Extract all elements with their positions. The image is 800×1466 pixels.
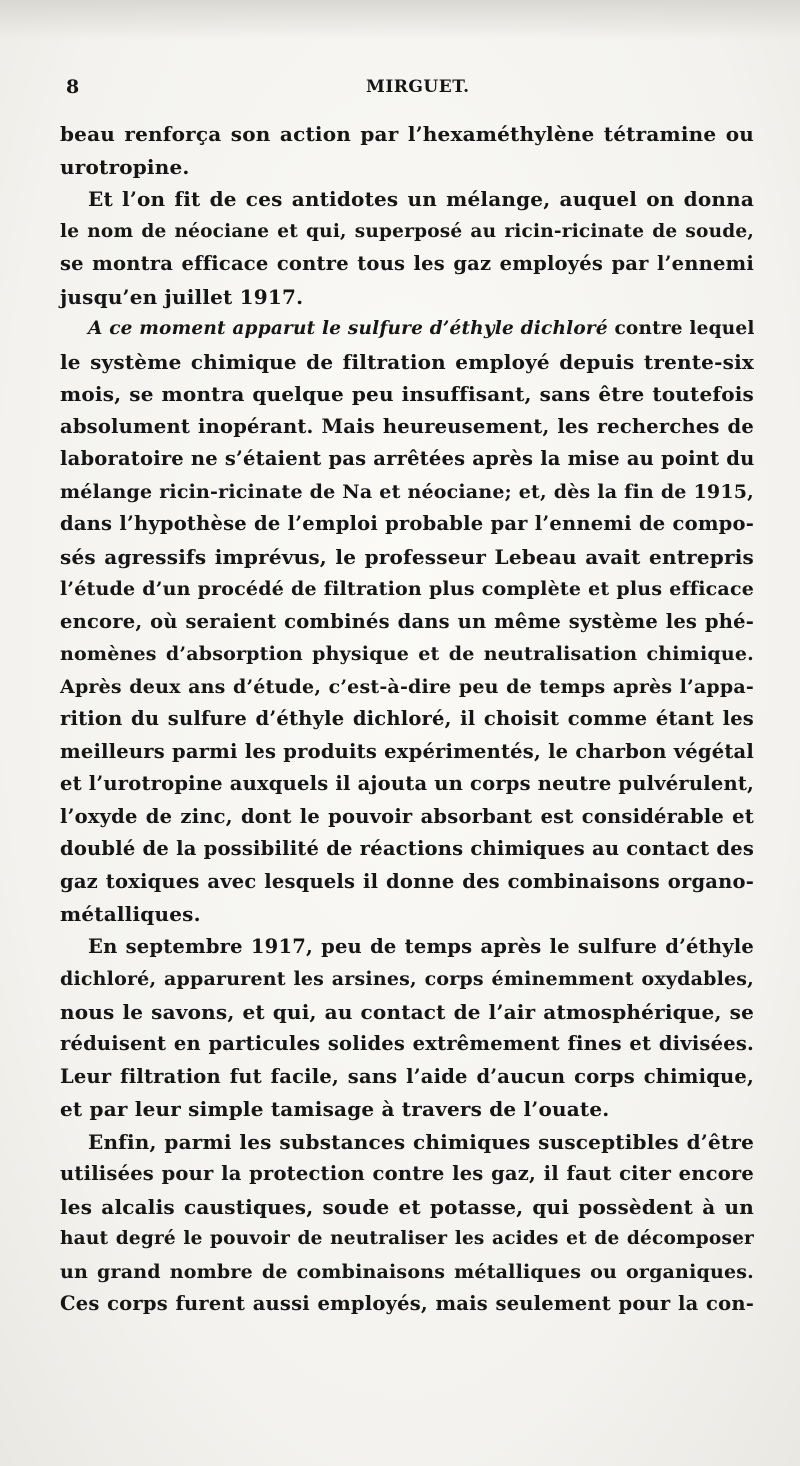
text-line <box>60 801 754 834</box>
text-line <box>60 313 754 346</box>
text-line <box>60 1256 754 1289</box>
text-line <box>60 1126 754 1159</box>
text-line <box>60 931 754 964</box>
text-line <box>60 508 754 541</box>
line-text: un grand nombre de combinaisons métalliques ou organiques. <box>60 1260 754 1283</box>
line-text: dichloré, apparurent les arsines, corps éminemment oxydables, <box>60 968 754 990</box>
text-line <box>60 866 754 899</box>
line-text: se montra efficace contre tous les gaz employés par l’ennemi <box>60 252 754 275</box>
text-line <box>60 671 754 704</box>
text-line <box>60 346 754 379</box>
line-text: haut degré le pouvoir de neutraliser les acides et de décomposer <box>60 1228 754 1249</box>
text-line <box>60 606 754 639</box>
line-text: mélange ricin-ricinate de Na et néociane; et, dès la fin de 1915, <box>60 480 754 503</box>
line-text: gaz toxiques avec lesquels il donne des combinaisons organo- <box>60 869 754 893</box>
line-text: et par leur simple tamisage à travers de l’ouate. <box>60 1097 610 1121</box>
line-text: l’oxyde de zinc, dont le pouvoir absorbant est considérable et <box>60 804 754 828</box>
line-text: meilleurs parmi les produits expérimentés, le charbon végétal <box>60 739 754 763</box>
text-line <box>60 476 754 509</box>
body-text <box>60 118 754 1321</box>
page-number: 8 <box>66 76 80 98</box>
line-text: l’étude d’un procédé de filtration plus complète et plus efficace <box>60 578 754 600</box>
line-text: le système chimique de filtration employé depuis trente-six <box>60 349 754 374</box>
text-line <box>60 963 754 996</box>
text-line <box>60 1028 754 1061</box>
line-text: et l’urotropine auxquels il ajouta un corps neutre pulvérulent, <box>60 772 755 795</box>
text-line <box>60 1191 754 1224</box>
text-line <box>60 768 754 801</box>
text-line <box>60 118 754 151</box>
line-text: sés agressifs imprévus, le professeur Lebeau avait entrepris <box>60 544 754 569</box>
running-title: MIRGUET. <box>366 77 470 97</box>
text-line <box>60 443 754 476</box>
text-line <box>60 1093 754 1126</box>
line-text: En septembre 1917, peu de temps après le sulfure d’éthyle <box>88 934 754 958</box>
text-line <box>60 378 754 411</box>
line-text: mois, se montra quelque peu insuffisant, sans être toutefois <box>60 382 754 406</box>
line-text: jusqu’en juillet 1917. <box>60 284 304 309</box>
text-line <box>60 248 754 281</box>
text-line <box>60 411 754 444</box>
text-line <box>60 898 754 931</box>
text-line <box>60 1158 754 1191</box>
line-text: dans l’hypothèse de l’emploi probable par l’ennemi de compo- <box>60 512 754 535</box>
line-text: beau renforça son action par l’hexaméthylène tétramine ou <box>60 122 754 146</box>
line-text: utilisées pour la protection contre les gaz, il faut citer encore <box>60 1162 754 1185</box>
text-line <box>60 736 754 769</box>
text-line <box>60 183 754 216</box>
page-top-shadow <box>0 0 800 40</box>
line-text: réduisent en particules solides extrêmement fines et divisées. <box>60 1032 754 1055</box>
text-line <box>60 833 754 866</box>
line-text: absolument inopérant. Mais heureusement, les recherches de <box>60 414 754 438</box>
line-text: nomènes d’absorption physique et de neutralisation chimique. <box>60 643 754 665</box>
line-text: métalliques. <box>60 902 201 926</box>
running-head <box>60 76 760 106</box>
line-text: nous le savons, et qui, au contact de l’air atmosphérique, se <box>60 999 754 1024</box>
line-text: rition du sulfure d’éthyle dichloré, il choisit comme étant les <box>60 707 754 730</box>
text-line <box>60 151 754 184</box>
text-line <box>60 1223 754 1256</box>
line-text: Enfin, parmi les substances chimiques susceptibles d’être <box>88 1129 754 1154</box>
line-text: Leur filtration fut facile, sans l’aide d’aucun corps chimique, <box>60 1064 754 1088</box>
line-text: laboratoire ne s’étaient pas arrêtées après la mise au point du <box>60 447 755 470</box>
text-line <box>60 703 754 736</box>
text-line <box>60 996 754 1029</box>
line-text: Après deux ans d’étude, c’est-à-dire peu de temps après l’appa- <box>60 675 754 698</box>
line-text: Et l’on fit de ces antidotes un mélange, auquel on donna <box>88 187 754 211</box>
line-text: doublé de la possibilité de réactions chimiques au contact des <box>60 837 754 860</box>
line-text: encore, où seraient combinés dans un même système les phé- <box>60 609 754 633</box>
italic-phrase: A ce moment apparut le sulfure d’éthyle dichloré <box>88 318 608 339</box>
text-line <box>60 281 754 314</box>
text-line <box>60 1288 754 1321</box>
line-text: les alcalis caustiques, soude et potasse, qui possèdent à un <box>60 1194 754 1219</box>
text-line <box>60 573 754 606</box>
line-text: Ces corps furent aussi employés, mais seulement pour la con- <box>60 1292 754 1315</box>
text-line <box>60 541 754 574</box>
text-line <box>60 1061 754 1094</box>
line-text: urotropine. <box>60 154 190 179</box>
line-text: le nom de néociane et qui, superposé au ricin-ricinate de soude, <box>60 220 754 242</box>
text-line <box>60 216 754 249</box>
text-line <box>60 638 754 671</box>
line-text: contre lequel <box>607 318 755 339</box>
